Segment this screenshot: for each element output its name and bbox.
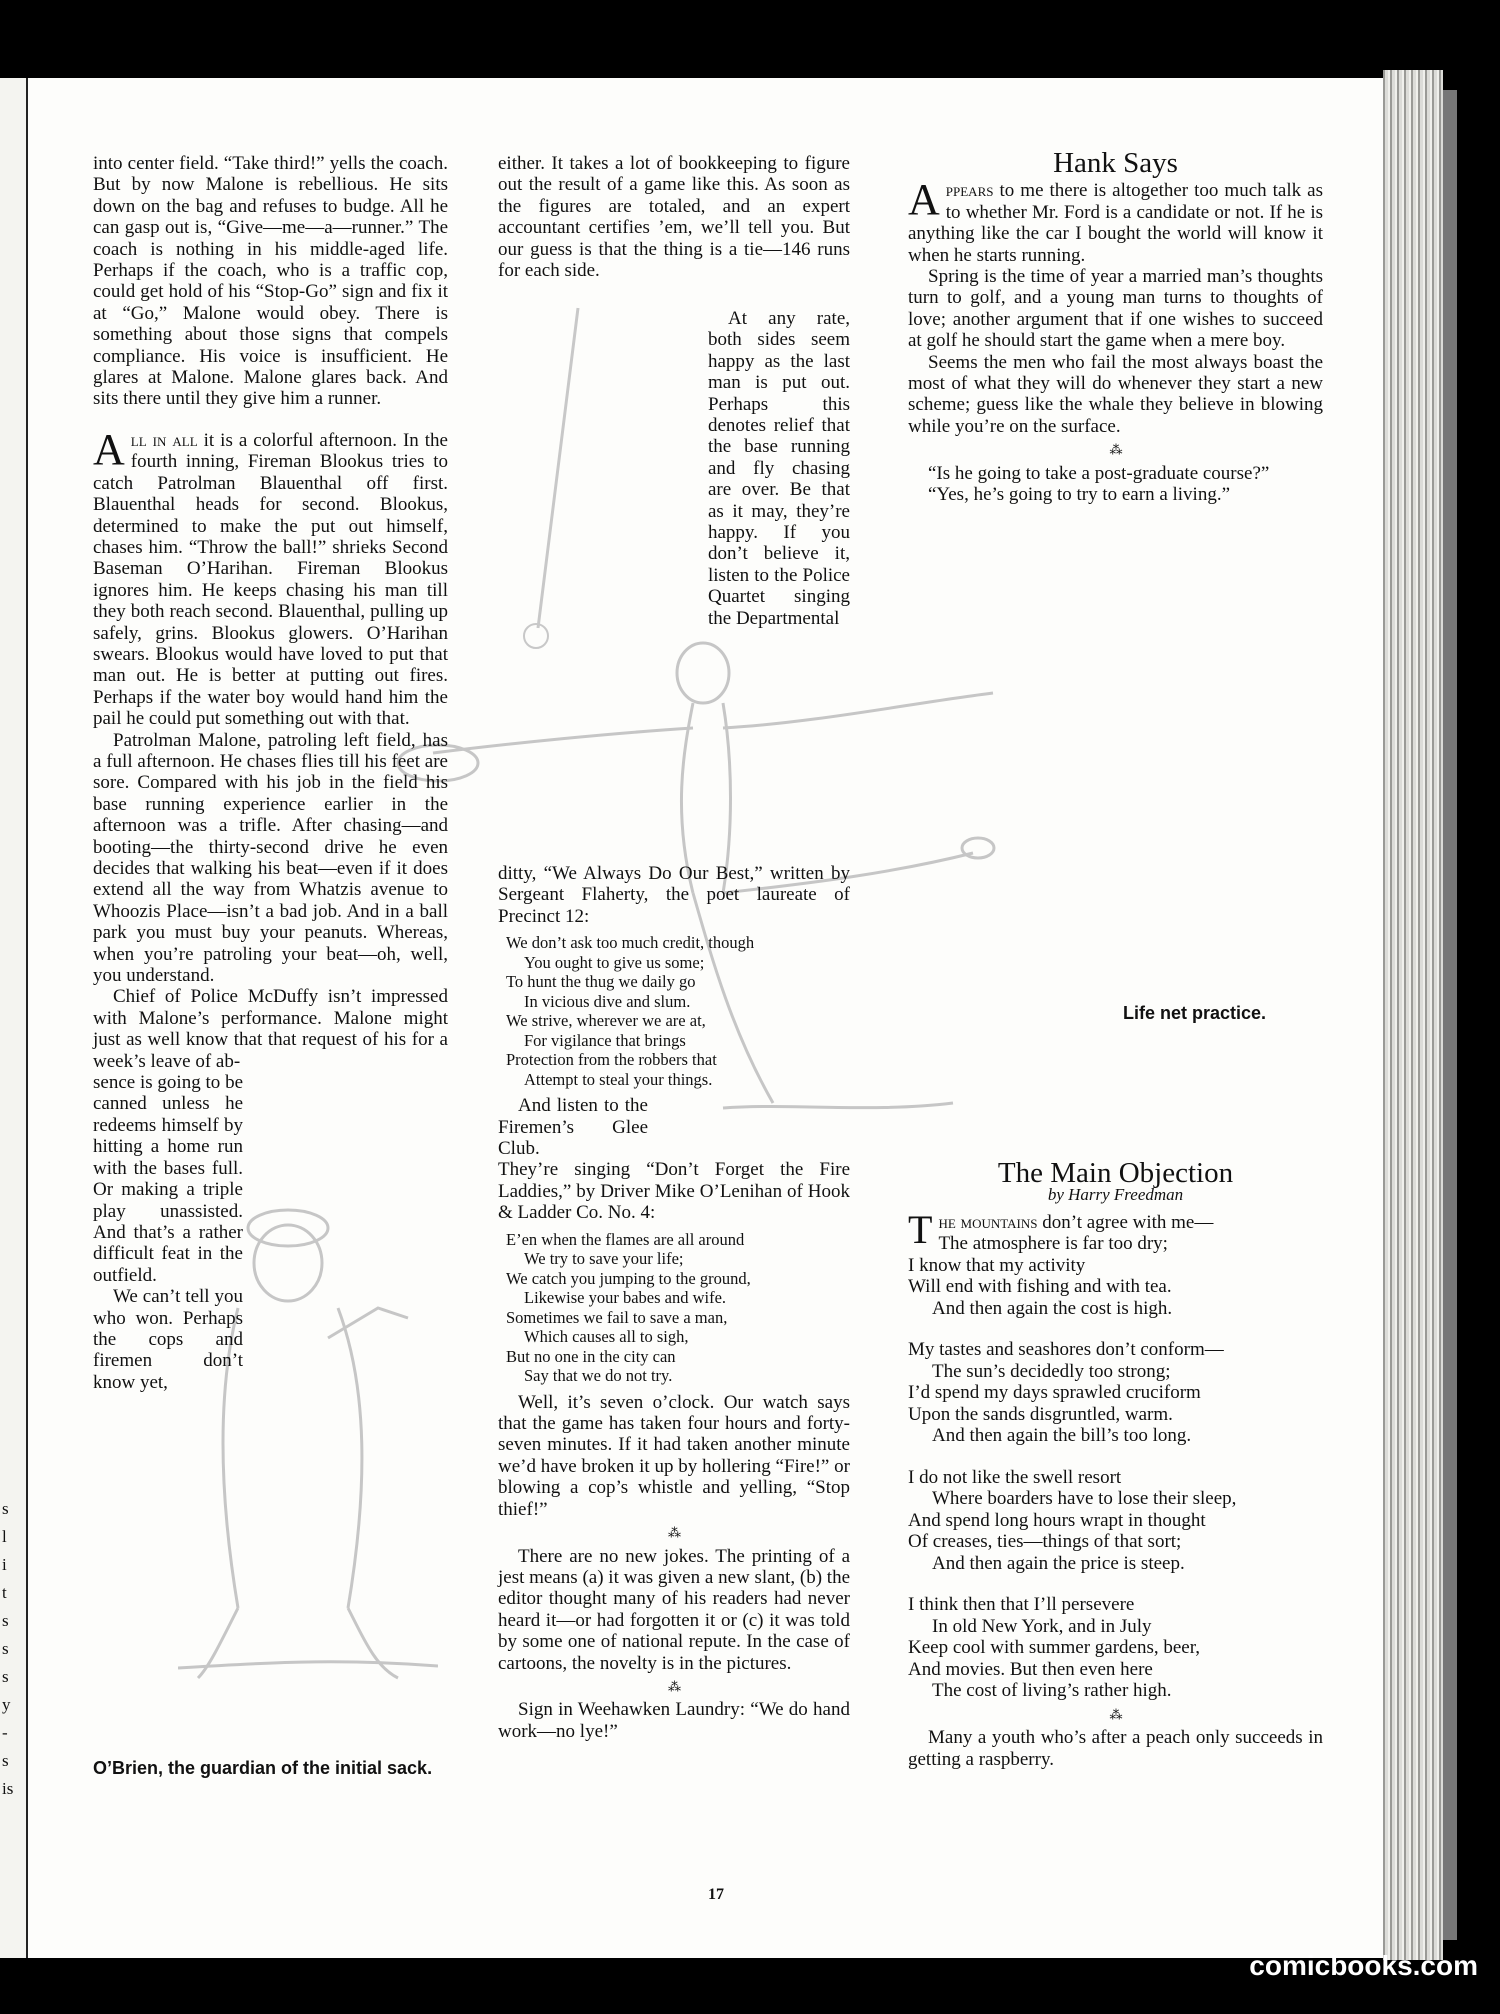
- small-caps-lead: ppears: [945, 180, 994, 202]
- firemen-verse-line: We try to save your life;: [524, 1249, 684, 1269]
- firemen-song-verse: [506, 1230, 850, 1386]
- facing-page-fragment: is: [2, 1779, 14, 1798]
- col2-paragraph-4: And listen to the Firemen’s Glee Club.: [498, 1095, 648, 1160]
- poem-line: Keep cool with summer gardens, beer,: [908, 1637, 1201, 1659]
- poem-line: The sun’s decidedly too strong;: [932, 1360, 1171, 1382]
- poem-line: The cost of living’s rather high.: [932, 1680, 1172, 1702]
- poem-line: Upon the sands disgruntled, warm.: [908, 1403, 1173, 1425]
- poem-line: And then again the price is steep.: [932, 1552, 1185, 1574]
- facing-page-fragment: -: [2, 1723, 8, 1742]
- col1-paragraph-3: Patrolman Malone, patroling left field, has a full afternoon. He chases flies till his feet are sore. Compared with his job in the field his base running experience earlier in the afternoon was a trifle. After chasing—and booting—the thirty-second drive he even decides that walking his beat—even if it does extend all the way from Whatzis avenue to Whoozis Place—isn’t a bad job. And in a ball park you must buy your peanuts. Whereas, when you’re patroling your beat—oh, well, you understand.: [93, 729, 448, 987]
- col2-paragraph-7: Sign in Weehawken Laundry: “We do hand work—no lye!”: [498, 1699, 850, 1742]
- firemen-verse-line: Say that we do not try.: [524, 1366, 673, 1386]
- police-verse-line: Attempt to steal your things.: [524, 1069, 713, 1089]
- facing-page-fragment: s: [2, 1639, 9, 1658]
- col3-paragraph-1-text: to me there is altogether too much talk as to whether Mr. Ford is a candidate or not. If he is anything like the car I bought the world will know it when he starts running.: [908, 180, 1323, 266]
- police-verse-line: You ought to give us some;: [524, 952, 705, 972]
- poem-line: Will end with fishing and with tea.: [908, 1276, 1172, 1298]
- poem-line: [908, 1574, 1323, 1594]
- facing-page-fragment: i: [2, 1555, 7, 1574]
- col3-paragraph-5: “Yes, he’s going to try to earn a living.”: [928, 484, 1231, 506]
- poem-line: And movies. But then even here: [908, 1658, 1153, 1680]
- facing-page-fragment: s: [2, 1751, 9, 1770]
- poem-line: My tastes and seashores don’t conform—: [908, 1339, 1224, 1361]
- col1-paragraph-4b: sence is going to be canned unless he redeems himself by hitting a home run with the bases full. Or making a triple play unassisted. And that’s a rather difficult feat in the outfield.: [93, 1072, 243, 1286]
- column-2-bottom: [498, 863, 850, 1742]
- col3-paragraph-4: “Is he going to take a post-graduate course?”: [928, 462, 1270, 484]
- drop-cap: A: [908, 175, 940, 225]
- site-watermark: comicbooks.com: [1249, 1950, 1478, 1981]
- column-2-narrow: [708, 308, 850, 629]
- police-verse-line: We don’t ask too much credit, though: [506, 933, 755, 953]
- small-caps-lead: ll in all: [130, 429, 198, 451]
- life-net-caption: Life net practice.: [1123, 1003, 1267, 1023]
- firemen-verse-line: Which causes all to sigh,: [524, 1327, 689, 1347]
- poem-line: I know that my activity: [908, 1254, 1086, 1276]
- small-caps-lead: he mountains: [938, 1211, 1038, 1233]
- golfer-sketch-illustration: [508, 298, 628, 658]
- poem-line: [908, 1319, 1323, 1339]
- col2-paragraph-6: There are no new jokes. The printing of a jest means (a) it was given a new slant, (b) the editor thought many of his readers had never heard it—or had forgotten it or (c) it was told by some one of national repute. In the case of cartoons, the novelty is in the pictures.: [498, 1545, 850, 1674]
- col1-paragraph-4: Chief of Police McDuffy isn’t impressed with Malone’s performance. Malone might just as well know that that request of his for a week’s leave of ab-: [93, 986, 448, 1072]
- poem-line: I do not like the swell resort: [908, 1466, 1122, 1488]
- section-divider: ⁂: [1109, 442, 1122, 458]
- col3-paragraph-6: Many a youth who’s after a peach only succeeds in getting a raspberry.: [908, 1727, 1323, 1770]
- police-verse-line: We strive, wherever we are at,: [506, 1011, 706, 1031]
- section-divider: ⁂: [1109, 1706, 1122, 1722]
- section-divider: ⁂: [668, 1525, 680, 1541]
- main-objection-poem: [908, 1206, 1323, 1702]
- firemen-verse-line: But no one in the city can: [506, 1346, 676, 1366]
- poem-line: The atmosphere is far too dry;: [938, 1233, 1168, 1255]
- facing-page-fragment: y: [2, 1695, 11, 1714]
- column-1: [93, 153, 448, 1393]
- main-objection-heading: The Main Objection: [997, 1157, 1234, 1189]
- col2-paragraph-2: At any rate, both sides seem happy as the last man is put out. Perhaps this denotes relief that the base running and fly chasing are over. Be that as it may, they’re happy. If you don’t believe it, listen to the Police Quartet singing the Departmental: [708, 308, 850, 629]
- poem-first-line: don’t agree with me—: [1037, 1211, 1214, 1233]
- col1-paragraph-1: into center field. “Take third!” yells the coach. But by now Malone is rebellious. He sits down on the bag and refuses to budge. All he can gasp out is, “Give—me—a—runner.” The coach is nothing in his middle-aged life. Perhaps if the coach, who is a traffic cop, could get hold of his “Stop-Go” sign and fix it at “Go,” Malone would obey. There is something about those signs that compels compliance. His voice is insufficient. He glares at Malone. Malone glares back. And sits there until they give him a runner.: [93, 153, 448, 410]
- poem-line: And spend long hours wrapt in thought: [908, 1509, 1206, 1531]
- firemen-verse-line: E’en when the flames are all around: [506, 1229, 745, 1249]
- column-2-top: [498, 153, 850, 281]
- hank-says-heading: Hank Says: [1053, 147, 1178, 179]
- col3-paragraph-1: [908, 175, 1323, 266]
- column-3-poem: [908, 1157, 1323, 1770]
- poem-line: And then again the cost is high.: [932, 1297, 1173, 1319]
- facing-page-edge: [0, 78, 28, 1958]
- page-number: 17: [708, 1886, 724, 1903]
- poem-line: In old New York, and in July: [932, 1615, 1152, 1637]
- police-verse-line: In vicious dive and slum.: [524, 991, 691, 1011]
- poem-line: And then again the bill’s too long.: [932, 1425, 1192, 1447]
- facing-page-fragment: s: [2, 1667, 9, 1686]
- section-divider: ⁂: [668, 1678, 680, 1694]
- drop-cap: A: [93, 424, 125, 474]
- police-verse-line: To hunt the thug we daily go: [506, 972, 696, 992]
- col1-paragraph-2-text: it is a colorful afternoon. In the fourth inning, Fireman Blookus tries to catch Patrolman Blauenthal off first. Blauenthal heads for second. Blookus, determined to make the put out himself, chases him. “Throw the ball!” shrieks Second Baseman O’Harihan. Fireman Blookus ignores him. He keeps chasing his man till they both reach second. Blauenthal, pulling up safely, grins. Blookus glowers. O’Harihan swears. Blookus would have loved to put that man out. He is better at putting out fires. Perhaps if the water boy would hand him the pail he could put something out with that.: [93, 429, 448, 730]
- col2-paragraph-4b: They’re singing “Don’t Forget the Fire Laddies,” by Driver Mike O’Lenihan of Hook & Ladder Co. No. 4:: [498, 1159, 850, 1224]
- book-spine-shadow: [1443, 90, 1457, 1940]
- facing-page-fragment: s: [2, 1611, 9, 1630]
- column-3-top: [908, 147, 1323, 506]
- police-song-verse: [506, 933, 850, 1089]
- poem-line: [908, 1447, 1323, 1467]
- police-verse-line: Protection from the robbers that: [506, 1050, 717, 1070]
- facing-page-fragment: l: [2, 1527, 7, 1546]
- poem-line: Of creases, ties—things of that sort;: [908, 1531, 1182, 1553]
- col3-paragraph-3: Seems the men who fail the most always boast the most of what they will do whenever they start a new scheme; guess like the whale they believe in blowing while you’re on the surface.: [908, 351, 1323, 437]
- magazine-page: [28, 78, 1383, 1958]
- poem-line: I think then that I’ll persevere: [908, 1594, 1135, 1616]
- facing-page-fragment: s: [2, 1499, 9, 1518]
- poem-line: I’d spend my days sprawled cruciform: [908, 1382, 1201, 1404]
- col2-paragraph-3: ditty, “We Always Do Our Best,” written by Sergeant Flaherty, the poet laureate of Precinct 12:: [498, 863, 850, 927]
- firemen-verse-line: Sometimes we fail to save a man,: [506, 1307, 728, 1327]
- col1-paragraph-2: [93, 424, 448, 730]
- poem-line: Where boarders have to lose their sleep,: [932, 1488, 1237, 1510]
- police-verse-line: For vigilance that brings: [524, 1030, 686, 1050]
- facing-page-fragment: t: [2, 1583, 7, 1602]
- firemen-verse-line: We catch you jumping to the ground,: [506, 1268, 751, 1288]
- book-page-edges: [1383, 70, 1443, 1960]
- col2-paragraph-1: either. It takes a lot of bookkeeping to figure out the result of a game like this. As soon as the figures are totaled, and an expert accountant certifies ’em, we’ll tell you. But our guess is that the thing is a tie—146 runs for each side.: [498, 153, 850, 282]
- col3-paragraph-2: Spring is the time of year a married man’s thoughts turn to golf, and a young man turns to thoughts of love; another argument that if one wishes to succeed at golf he should start the game when a mere boy.: [908, 266, 1323, 352]
- firemen-verse-line: Likewise your babes and wife.: [524, 1288, 727, 1308]
- obrien-caption: O’Brien, the guardian of the initial sack.: [93, 1758, 433, 1778]
- drop-cap: T: [908, 1206, 933, 1252]
- col2-paragraph-5: Well, it’s seven o’clock. Our watch says that the game has taken four hours and forty-seven minutes. If it had taken another minute we’d have broken it up by hollering “Fire!” or blowing a cop’s whistle and yelling, “Stop thief!”: [498, 1391, 850, 1520]
- col1-paragraph-5: We can’t tell you who won. Perhaps the cops and firemen don’t know yet,: [93, 1286, 243, 1393]
- poem-byline: by Harry Freedman: [1047, 1185, 1184, 1205]
